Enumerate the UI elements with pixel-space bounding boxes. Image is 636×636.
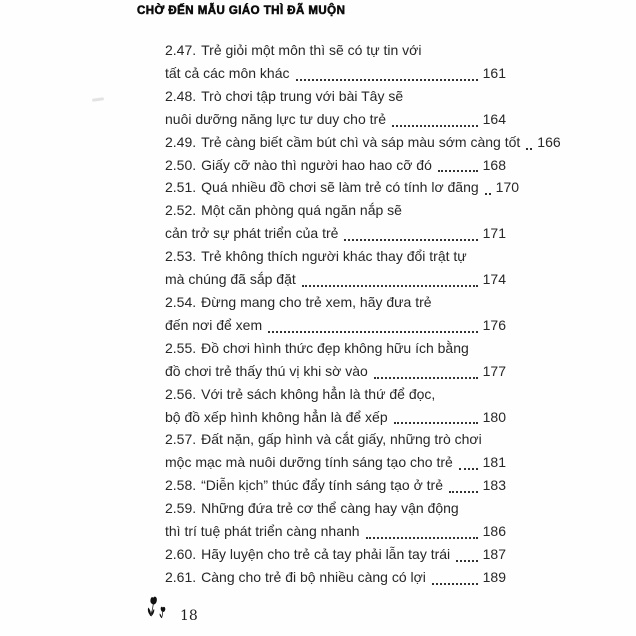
toc-line [165,543,506,566]
running-header-title: CHỜ ĐẾN MẪU GIÁO THÌ ĐÃ MUỘN [137,5,346,17]
toc-entry [165,337,506,383]
toc-line [165,428,506,451]
toc-line [165,154,506,177]
toc-entry-number: 2.61. [165,568,197,585]
toc-line [165,85,506,108]
toc-entry-text: Những đứa trẻ cơ thể càng hay vận động [201,500,459,517]
toc-line [165,520,506,543]
toc-page-number: 168 [482,156,506,173]
toc-entry [165,39,506,85]
toc-entry [165,154,506,177]
dot-leader [366,537,478,539]
toc-entry [165,176,520,199]
toc-entry-number: 2.51. [165,179,197,196]
toc-entry [165,131,561,154]
toc-entry-text: Hãy luyện cho trẻ cả tay phải lẫn tay trái [201,545,451,562]
toc-line [165,131,561,154]
toc-line [165,337,506,360]
toc-entry-text: mộc mạc mà nuôi dưỡng tính sáng tạo cho trẻ [165,454,453,471]
toc-list [165,39,561,589]
toc-page-number: 187 [482,545,506,562]
toc-line [165,291,506,314]
toc-entry-text: thì trí tuệ phát triển càng nhanh [165,523,360,540]
toc-line [165,451,506,474]
toc-entry [165,291,506,337]
toc-entry [165,566,506,589]
dot-leader [432,583,478,585]
toc-page-number: 164 [482,110,506,127]
toc-entry [165,543,506,566]
toc-entry-text: tất cả các môn khác [165,64,290,81]
toc-entry-text: Quá nhiều đồ chơi sẽ làm trẻ có tính lơ đãng [201,179,479,196]
toc-entry-text: Đồ chơi hình thức đẹp không hữu ích bằng [201,339,469,356]
toc-page-number: 186 [482,523,506,540]
toc-entry-text: mà chúng đã sắp đặt [165,271,296,288]
toc-entry-text: Trò chơi tập trung với bài Tây sẽ [201,87,404,104]
toc-entry [165,245,506,291]
dot-leader [459,468,478,470]
toc-entry-number: 2.55. [165,339,197,356]
toc-line [165,222,506,245]
toc-line [165,497,506,520]
toc-entry-text: Đất nặn, gấp hình và cắt giấy, những trò chơi [201,431,482,448]
toc-entry-text: Trẻ không thích người khác thay đổi trật tự [201,248,467,265]
toc-entry-text: Với trẻ sách không hẳn là thứ để đọc, [201,385,436,402]
photo-artifact [92,97,104,102]
toc-entry [165,428,506,474]
toc-page-number: 189 [482,568,506,585]
toc-entry-text: Giấy cỡ nào thì người hao hao cỡ đó [201,156,432,173]
toc-page-number: 183 [482,477,506,494]
toc-entry-text: cản trở sự phát triển của trẻ [165,225,339,242]
toc-entry-number: 2.48. [165,87,197,104]
toc-entry [165,199,506,245]
toc-entry-text: Đừng mang cho trẻ xem, hãy đưa trẻ [201,293,432,310]
dot-leader [296,79,478,81]
toc-line [165,474,506,497]
toc-entry-text: nuôi dưỡng năng lực tư duy cho trẻ [165,110,386,127]
toc-line [165,314,506,337]
toc-entry-number: 2.54. [165,293,197,310]
dot-leader [302,285,478,287]
dot-leader [268,331,478,333]
toc-entry [165,85,506,131]
toc-entry-number: 2.56. [165,385,197,402]
toc-page-number: 181 [482,454,506,471]
toc-entry-number: 2.58. [165,477,197,494]
toc-line [165,383,506,406]
toc-entry [165,383,506,429]
toc-entry-text: “Diễn kịch” thúc đẩy tính sáng tạo ở trẻ [201,477,443,494]
toc-entry-number: 2.47. [165,42,197,58]
toc-entry-number: 2.60. [165,545,197,562]
toc-line [165,39,506,62]
toc-entry-number: 2.53. [165,248,197,265]
dot-leader [485,193,491,195]
toc-line [165,268,506,291]
tulip-flowers-icon [146,595,172,626]
toc-line [165,566,506,589]
toc-line [165,360,506,383]
toc-entry-text: đến nơi để xem [165,316,263,333]
toc-entry-text: đồ chơi trẻ thấy thú vị khi sờ vào [165,362,368,379]
page-footer [146,595,198,626]
dot-leader [374,377,478,379]
toc-entry [165,497,506,543]
toc-entry-number: 2.52. [165,202,197,219]
toc-page-number: 180 [482,408,506,425]
toc-entry-text: Càng cho trẻ đi bộ nhiều càng có lợi [201,568,426,585]
toc-line [165,108,506,131]
toc-page-number: 170 [495,179,520,196]
dot-leader [394,422,478,424]
toc-entry [165,474,506,497]
toc-entry-text: Trẻ giỏi một môn thì sẽ có tự tin với [201,42,422,58]
dot-leader [449,491,478,493]
toc-line [165,62,506,85]
toc-entry-text: Một căn phòng quá ngăn nắp sẽ [201,202,402,219]
dot-leader [526,148,532,150]
toc-entry-text: Trẻ càng biết cầm bút chì và sáp màu sớm càng tốt [201,133,521,150]
dot-leader [456,560,477,562]
toc-line [165,176,520,199]
toc-entry-number: 2.59. [165,500,197,517]
toc-page-number: 177 [482,362,506,379]
toc-entry-text: bộ đồ xếp hình không hẳn là để xếp [165,408,388,425]
dot-leader [344,239,477,241]
toc-line [165,406,506,429]
toc-page-number: 174 [482,271,506,288]
toc-line [165,199,506,222]
dot-leader [438,170,478,172]
toc-entry-number: 2.49. [165,133,197,150]
toc-page-number: 166 [537,133,561,150]
toc-page-number: 171 [482,225,506,242]
toc-page-number: 161 [482,64,506,81]
toc-line [165,245,506,268]
dot-leader [392,125,478,127]
page-number: 18 [180,608,198,624]
toc-entry-number: 2.57. [165,431,197,448]
toc-entry-number: 2.50. [165,156,197,173]
toc-page-number: 176 [482,316,506,333]
